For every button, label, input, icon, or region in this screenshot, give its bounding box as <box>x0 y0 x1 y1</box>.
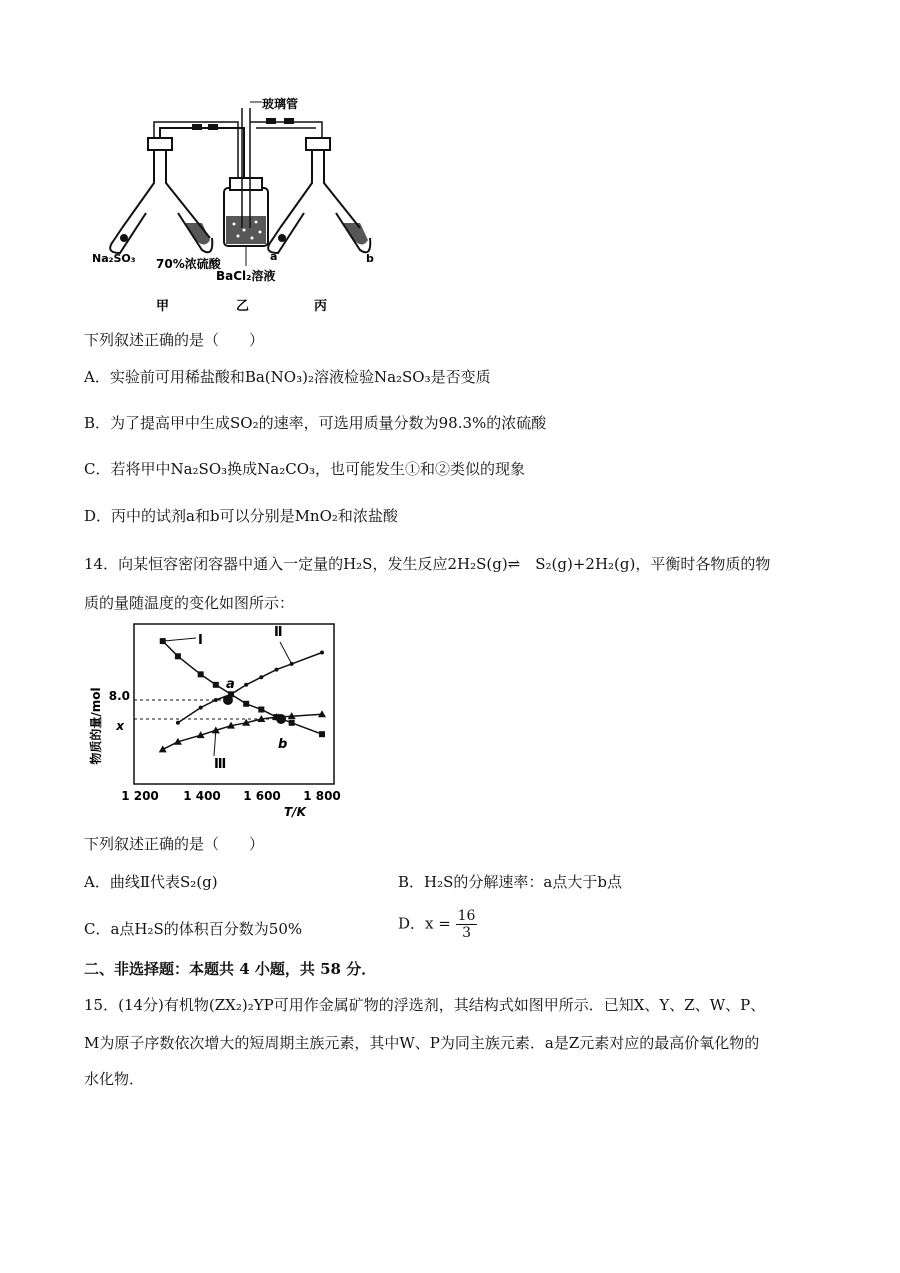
q14-line2: 质的量随温度的变化如图所示： <box>84 594 295 612</box>
data-point <box>319 731 325 737</box>
data-point <box>290 662 294 666</box>
q14-option-b: B．H₂S的分解速率：a点大于b点 <box>398 873 622 891</box>
series-label-II: Ⅱ <box>274 625 283 640</box>
point-b-label: b <box>278 737 288 752</box>
point-a-marker <box>223 695 233 705</box>
data-point <box>199 706 203 710</box>
x-tick-1800: 1 800 <box>303 789 341 803</box>
q15-line1: 15．(14分)有机物(ZX₂)₂YP可用作金属矿物的浮选剂，其结构式如图甲所示．已知X、Y、Z、W、P、 <box>84 996 766 1014</box>
data-point <box>275 668 279 672</box>
series-line-2 <box>178 653 322 723</box>
reagent-a-label: a <box>270 250 278 263</box>
data-point <box>259 675 263 679</box>
fraction <box>456 908 478 941</box>
data-point <box>214 698 218 702</box>
x-axis-label: T/K <box>284 805 306 819</box>
bacl2-label: BaCl₂溶液 <box>216 269 276 283</box>
q14-option-d <box>398 908 477 941</box>
glass-tube-label: 玻璃管 <box>262 97 299 111</box>
q15-line2: M为原子序数依次增大的短周期主族元素，其中W、P为同主族元素．a是Z元素对应的最高价氧化物的 <box>84 1034 760 1052</box>
na2so3-label: Na₂SO₃ <box>92 252 136 265</box>
q13-option-d: D．丙中的试剂a和b可以分别是MnO₂和浓盐酸 <box>84 507 398 525</box>
x-tick-1400: 1 400 <box>183 789 221 803</box>
q14-option-a: A．曲线Ⅱ代表S₂(g) <box>84 873 218 891</box>
series-I-leader <box>163 638 196 641</box>
equilibrium-chart <box>84 616 354 826</box>
y-tick-x: x <box>116 719 124 733</box>
y-tick-8: 8.0 <box>108 689 130 703</box>
q14-stem: 下列叙述正确的是（ ） <box>84 835 265 853</box>
acid-label: 70%浓硫酸 <box>156 257 221 271</box>
apparatus-figure <box>84 88 414 320</box>
fraction-denominator: 3 <box>462 925 471 941</box>
reagent-b-label: b <box>366 252 374 265</box>
data-point <box>289 720 295 726</box>
q13-option-b: B．为了提高甲中生成SO₂的速率，可选用质量分数为98.3%的浓硫酸 <box>84 414 547 432</box>
q15-line3: 水化物． <box>84 1070 145 1088</box>
series-line-3 <box>163 714 322 749</box>
chart-y-axis-label: 物质的量/mol <box>89 687 103 765</box>
data-point <box>198 671 204 677</box>
bing-label: 丙 <box>314 299 328 314</box>
q13-option-c: C．若将甲中Na₂SO₃换成Na₂CO₃，也可能发生①和②类似的现象 <box>84 460 526 478</box>
data-point <box>258 707 264 713</box>
data-point <box>320 651 324 655</box>
data-point <box>213 682 219 688</box>
x-tick-1600: 1 600 <box>243 789 281 803</box>
jia-label: 甲 <box>156 299 170 314</box>
series-II-leader <box>280 642 292 664</box>
q14-line1: 14．向某恒容密闭容器中通入一定量的H₂S，发生反应2H₂S(g)⇌ S₂(g)+2H₂(g)，平衡时各物质的物 <box>84 555 771 573</box>
x-tick-1200: 1 200 <box>121 789 159 803</box>
section2-heading: 二、非选择题：本题共 4 小题，共 58 分． <box>84 960 377 978</box>
yi-label: 乙 <box>236 299 250 314</box>
q13-option-a: A．实验前可用稀盐酸和Ba(NO₃)₂溶液检验Na₂SO₃是否变质 <box>84 368 491 386</box>
data-point <box>159 745 167 752</box>
chart-plot-frame <box>134 624 334 784</box>
data-point <box>243 701 249 707</box>
data-point <box>175 653 181 659</box>
data-point <box>244 683 248 687</box>
series-III-leader <box>214 730 216 756</box>
q14-option-d-prefix: D．x = <box>398 914 451 933</box>
data-point <box>176 721 180 725</box>
point-a-label: a <box>226 677 235 692</box>
point-b-marker <box>276 714 286 724</box>
series-label-I: Ⅰ <box>198 633 203 648</box>
series-label-III: Ⅲ <box>214 757 227 772</box>
q13-stem: 下列叙述正确的是（ ） <box>84 331 265 349</box>
fraction-numerator: 16 <box>457 908 476 924</box>
q14-option-c: C．a点H₂S的体积百分数为50% <box>84 920 303 938</box>
